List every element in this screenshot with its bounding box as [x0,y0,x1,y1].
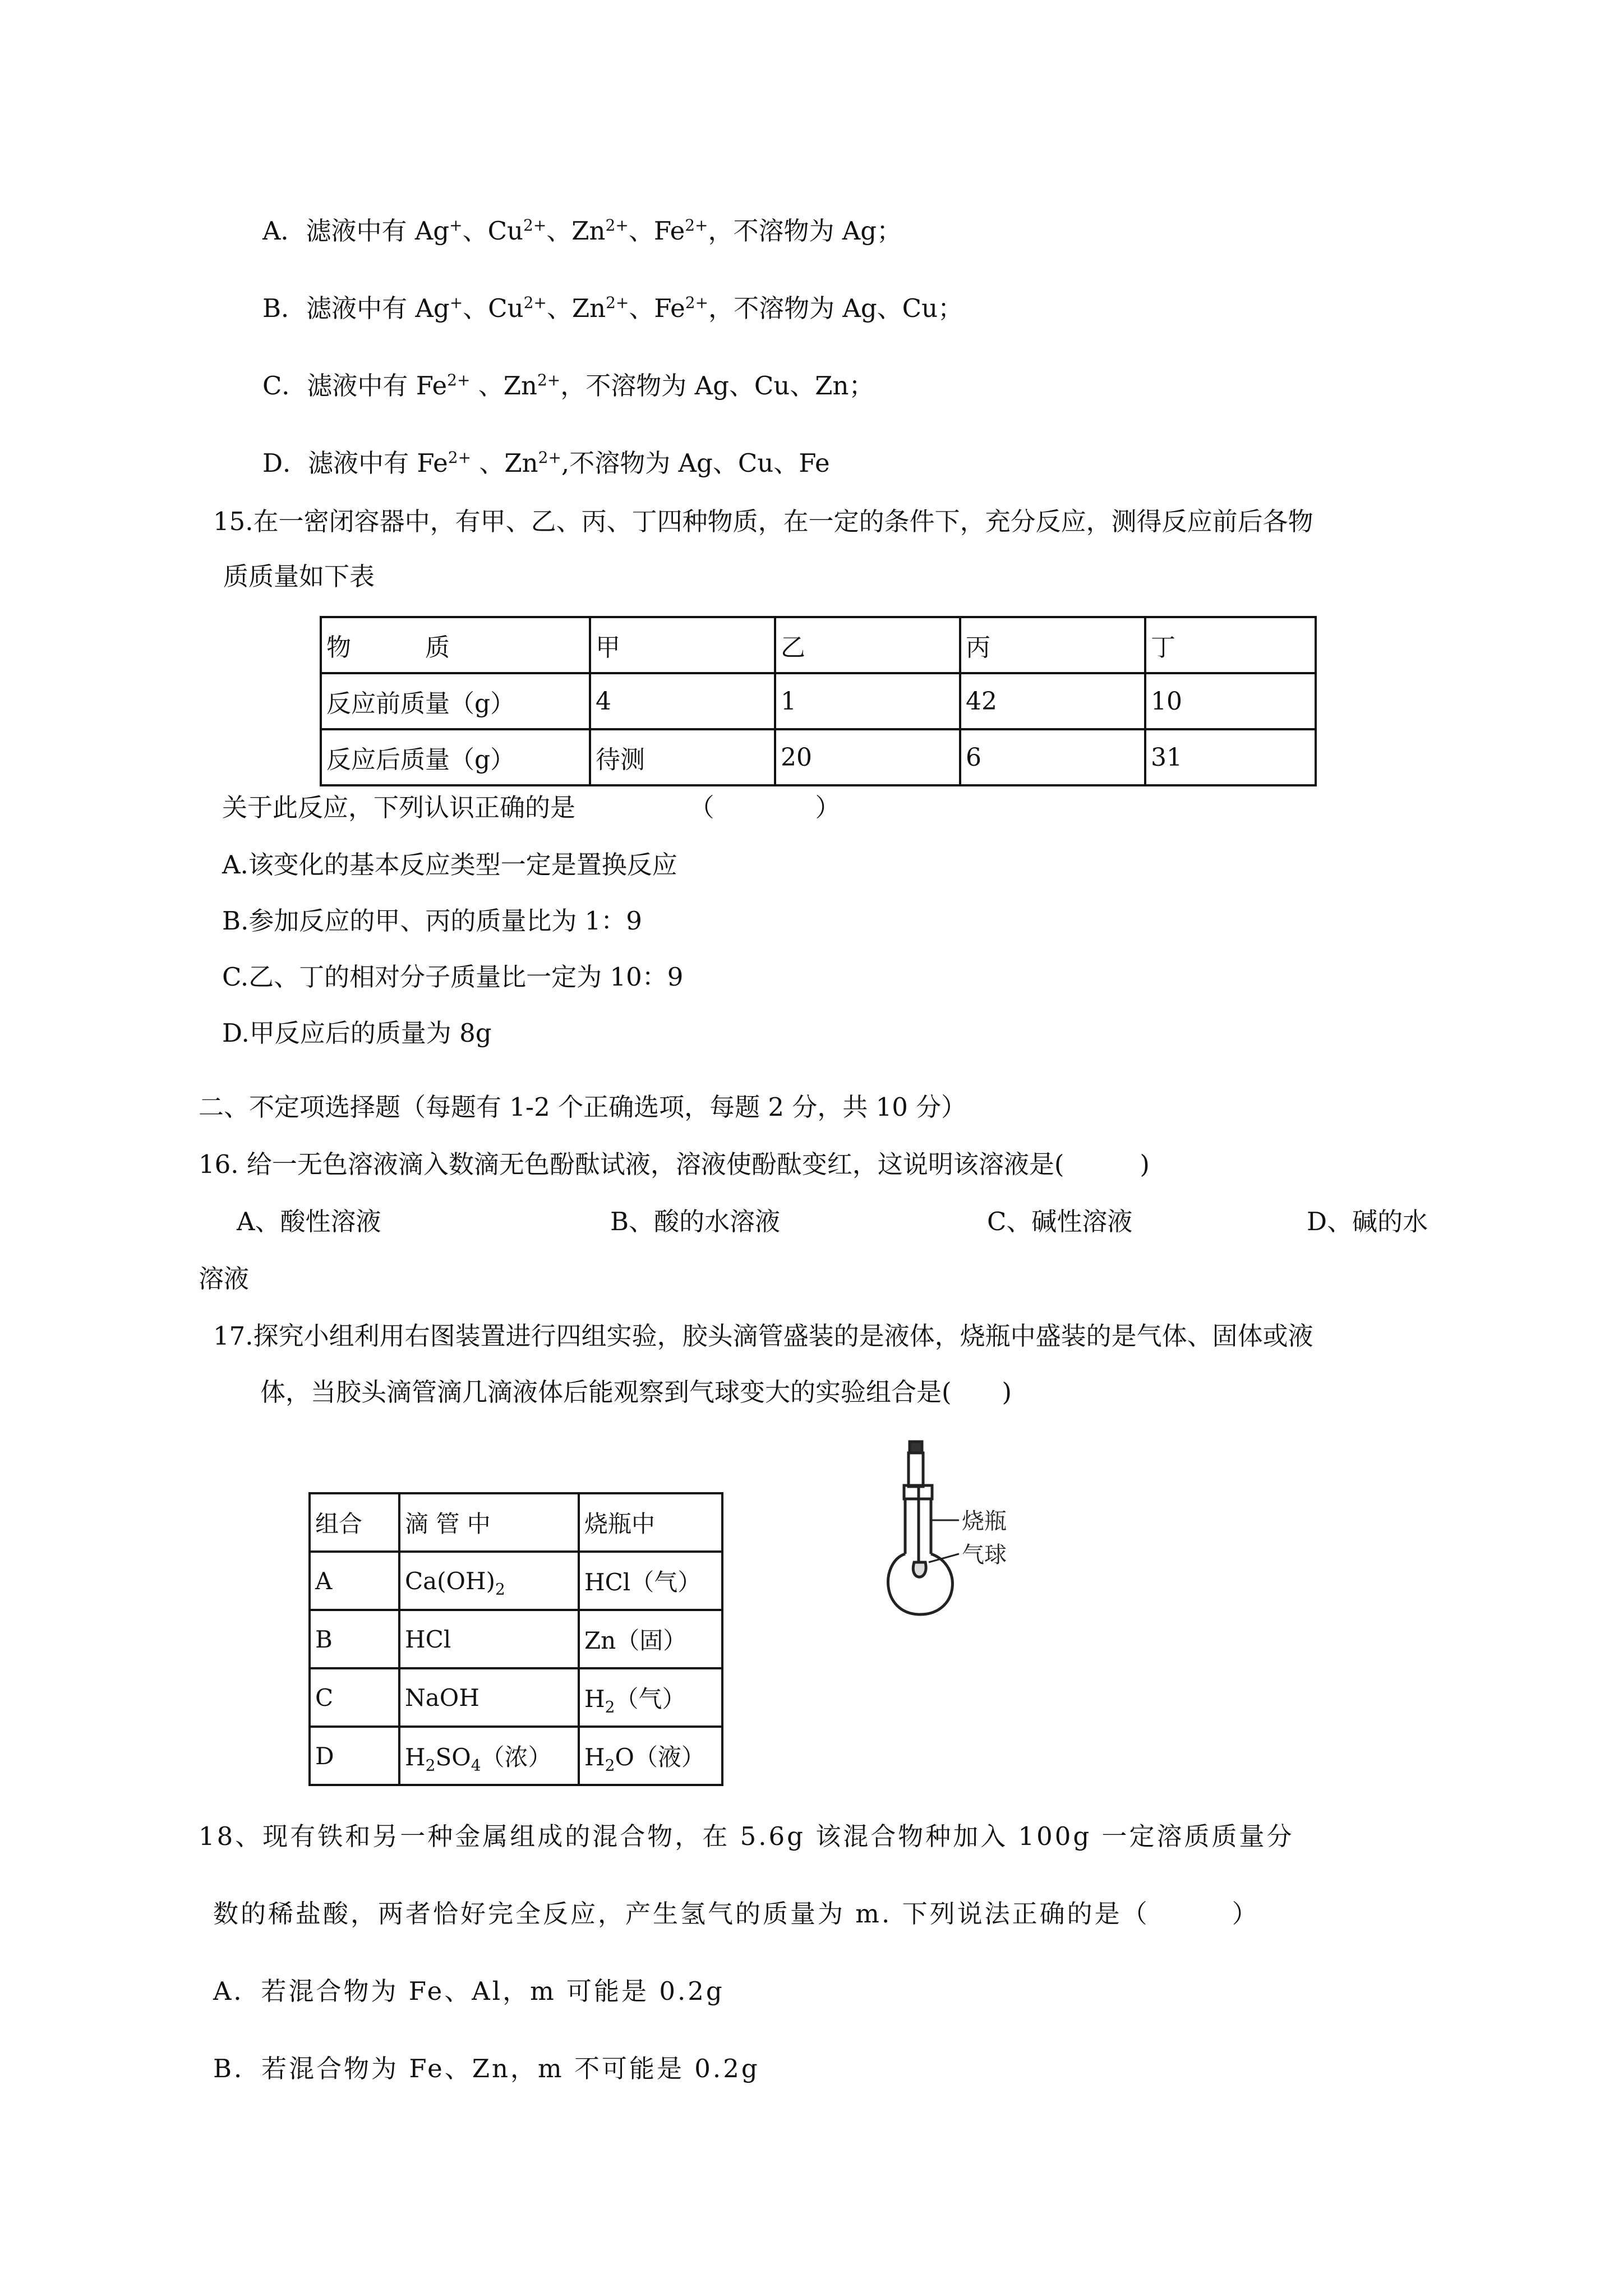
table-cell: Zn（固） [579,1610,722,1668]
q16-option-b: B、酸的水溶液 [610,1207,781,1236]
table-cell: 反应前质量（g） [321,673,590,729]
table-row [310,1610,722,1668]
q18-option-a: A．若混合物为 Fe、Al，m 可能是 0.2g [213,1976,725,2006]
table-cell: $H_2$（气） [579,1668,722,1727]
dropper-tube-icon [909,1453,923,1487]
q15-option-b: B.参加反应的甲、丙的质量比为 1：9 [222,906,642,936]
table-cell: HCl（气） [579,1552,722,1610]
table-cell: D [310,1727,399,1785]
q14-option-d: D．滤液中有 $Fe^{2+}$ 、$Zn^{2+}$,不溶物为 Ag、Cu、Fe [262,448,830,478]
table-cell: C [310,1668,399,1727]
q16-option-c: C、碱性溶液 [987,1207,1133,1236]
q16-option-a: A、酸性溶液 [237,1207,381,1236]
table-row [310,1668,722,1727]
q15-mass-table [320,616,1317,786]
table-row [321,729,1316,785]
table-cell: 滴 管 中 [399,1493,579,1552]
balloon-icon [913,1562,926,1577]
q18-option-b: B．若混合物为 Fe、Zn，m 不可能是 0.2g [213,2054,760,2083]
q17-stem-line1: 17.探究小组利用右图装置进行四组实验，胶头滴管盛装的是液体，烧瓶中盛装的是气体、固体或液 [213,1321,1313,1351]
table-cell: 丙 [960,617,1145,673]
dropper-bulb-icon [910,1442,922,1453]
table-cell: 组合 [310,1493,399,1552]
q18-stem-line1: 18、现有铁和另一种金属组成的混合物，在 5.6g 该混合物种加入 100g 一定溶质质量分 [199,1821,1294,1851]
table-cell: 待测 [590,729,775,785]
table-cell: $H_2SO_4$（浓） [399,1727,579,1785]
q15-stem-line1: 15.在一密闭容器中，有甲、乙、丙、丁四种物质，在一定的条件下，充分反应，测得反应前后各物 [213,507,1313,536]
q16-option-d: D、碱的水 [1307,1207,1428,1236]
table-cell: 42 [960,673,1145,729]
q14-option-c: C．滤液中有 $Fe^{2+}$ 、$Zn^{2+}$，不溶物为 Ag、Cu、Zn； [262,371,874,401]
q14-option-a: A．滤液中有 Ag+、$Cu^{2+}$、$Zn^{2+}$、$Fe^{2+}$，不溶物为 Ag； [262,216,902,246]
table-cell: A [310,1552,399,1610]
q17-combination-table [308,1492,723,1786]
table-header-row [321,617,1316,673]
table-cell: 甲 [590,617,775,673]
q15-option-c: C.乙、丁的相对分子质量比一定为 10：9 [222,962,684,992]
table-cell: 20 [775,729,960,785]
table-cell: HCl [399,1610,579,1668]
q17-stem-line2: 体，当胶头滴管滴几滴液体后能观察到气球变大的实验组合是( ) [260,1377,1012,1407]
label-balloon: 气球 [962,1542,1007,1568]
q16-option-d-continued: 溶液 [199,1264,250,1294]
q15-question: 关于此反应，下列认识正确的是 （ ） [222,793,841,822]
section-heading: 二、不定项选择题（每题有 1-2 个正确选项，每题 2 分，共 10 分） [199,1092,967,1122]
table-cell: 物 质 [321,617,590,673]
table-cell: 10 [1145,673,1316,729]
table-cell: 乙 [775,617,960,673]
label-flask: 烧瓶 [962,1508,1007,1534]
table-cell: 6 [960,729,1145,785]
table-cell: 反应后质量（g） [321,729,590,785]
q15-option-a: A.该变化的基本反应类型一定是置换反应 [222,850,677,880]
table-cell: 烧瓶中 [579,1493,722,1552]
q15-option-d: D.甲反应后的质量为 8g [222,1018,492,1048]
q18-stem-line2: 数的稀盐酸，两者恰好完全反应，产生氢气的质量为 m. 下列说法正确的是（ ） [213,1899,1260,1929]
table-cell: 1 [775,673,960,729]
table-cell: B [310,1610,399,1668]
table-row [310,1727,722,1785]
table-cell: 4 [590,673,775,729]
table-cell: 丁 [1145,617,1316,673]
q14-option-b: B．滤液中有 Ag+、$Cu^{2+}$、$Zn^{2+}$、$Fe^{2+}$，不溶物为 Ag、Cu； [262,293,963,323]
q15-stem-line2: 质质量如下表 [223,562,375,591]
table-cell: 31 [1145,729,1316,785]
q16-stem: 16. 给一无色溶液滴入数滴无色酚酞试液，溶液使酚酞变红，这说明该溶液是( ) [199,1149,1150,1179]
flask-balloon-apparatus-figure [875,1436,1066,1621]
table-cell: $H_2O$（液） [579,1727,722,1785]
table-header-row [310,1493,722,1552]
table-row [321,673,1316,729]
table-cell: NaOH [399,1668,579,1727]
table-cell: $Ca(OH)_2$ [399,1552,579,1610]
table-row [310,1552,722,1610]
